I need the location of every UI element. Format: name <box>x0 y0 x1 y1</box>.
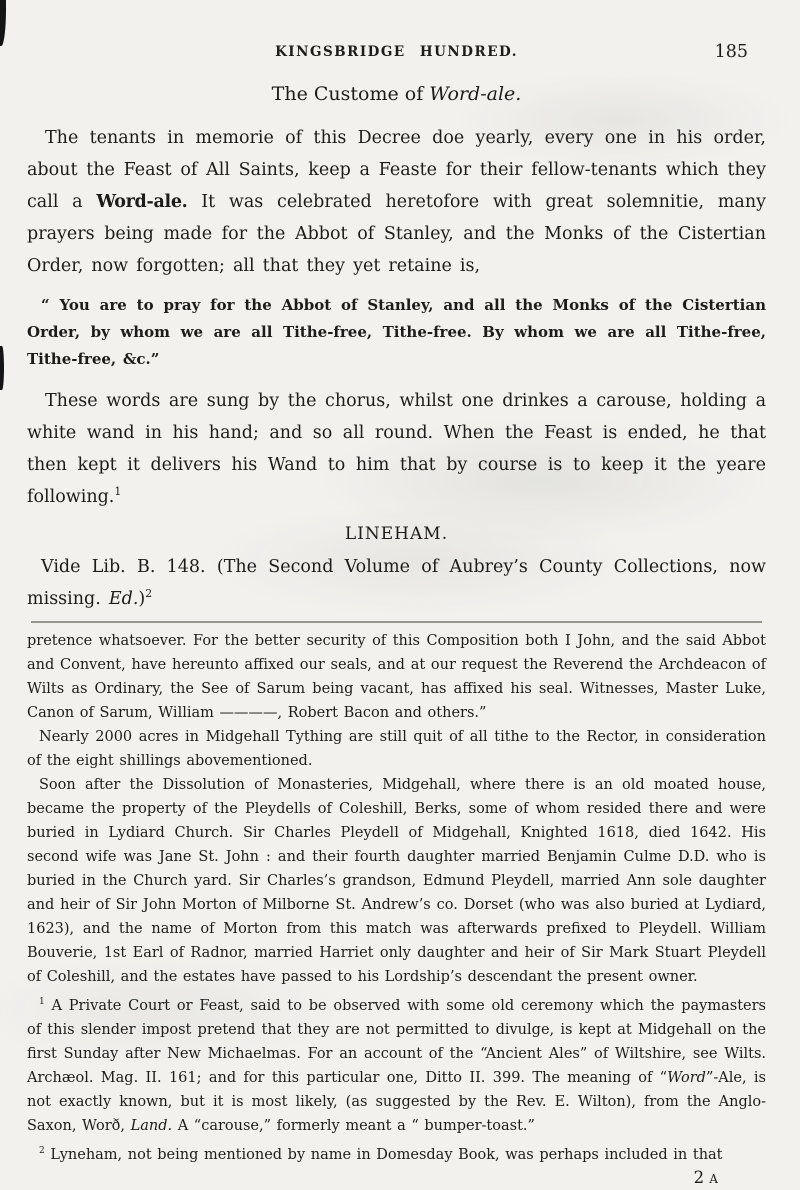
page-header <box>27 44 766 64</box>
section-heading-lineham: LINEHAM. <box>344 524 449 544</box>
section-title-custome: The Custome of Word-ale. <box>271 83 522 105</box>
footnote-1: $^1$ A Private Court or Feast, said to be observed with some old ceremony which the paymasters of this slender impost pretend that they are not permitted to divulge, is kept at Midgehall on the first Sunday after New Michaelmas. For an account of the “Ancient Ales” of Wiltshire, see Wilts. Archæol. Mag. II. 161; and for this particular one, Ditto II. 399. The meaning of “Word”-Ale, is not exactly known, but it is most likely, (as suggested by the Rev. E. Wilton), from the Anglo- Saxon, Worð, Land. A “carouse,” formerly meant a “ bumper-toast.” <box>27 997 766 1134</box>
scan-artifact-top-left <box>0 0 6 46</box>
paragraph-nearly-2000-acres: Nearly 2000 acres in Midgehall Tything are still quit of all tithe to the Rector, in consideration of the eight shillings abovementioned. <box>27 729 766 769</box>
paragraph-tenants: The tenants in memorie of this Decree doe yearly, every one in his order, about the Feast of All Saints, keep a Feaste for their fellow-tenants which they call a Word-ale. It was celebrated heretofore with great solemnitie, many prayers being made for the Abbot of Stanley, and the Monks of the Cistertian Order, now forgotten; all that they yet retaine is, <box>27 128 766 276</box>
quotation-prayer: “ You are to pray for the Abbot of Stanley, and all the Monks of the Cistertian Order, by whom we are all Tithe-free, Tithe-free. By whom we are all Tithe-free, Tithe-free, &c.” <box>27 296 766 368</box>
footnote-2: $^2$ Lyneham, not being mentioned by name in Domesday Book, was perhaps included in that <box>39 1146 723 1163</box>
signature-mark: 2 A <box>693 1168 718 1187</box>
paragraph-pretence: pretence whatsoever. For the better security of this Composition both I John, and the said Abbot and Convent, have hereunto affixed our seals, and at our request the Reverend the Archdeacon of Wilts as Ordinary, the See of Sarum being vacant, has affixed his seal. Witnesses, Master Luke, Canon of Sarum, William ————, Robert Bacon and others.” <box>27 633 766 721</box>
paragraph-vide: Vide Lib. B. 148. (The Second Volume of Aubrey’s County Collections, now missing. Ed.)$^2$ <box>27 557 766 609</box>
scan-artifact-left-edge <box>0 346 4 390</box>
section-divider <box>31 621 762 623</box>
running-head: KINGSBRIDGE HUNDRED. <box>275 44 518 60</box>
paragraph-words-sung: These words are sung by the chorus, whilst one drinkes a carouse, holding a white wand in his hand; and so all round. When the Feast is ended, he that then kept it delivers his Wand to him that by course is to keep it the yeare following.$^1$ <box>27 391 766 507</box>
paragraph-dissolution-midgehall: Soon after the Dissolution of Monasteries, Midgehall, where there is an old moated house, became the property of the Pleydells of Coleshill, Berks, some of whom resided there and were buried in Lydiard Church. Sir Charles Pleydell of Midgehall, Knighted 1618, died 1642. His second wife was Jane St. John : and their fourth daughter married Benjamin Culme D.D. who is buried in the Church yard. Sir Charles’s grandson, Edmund Pleydell, married Ann sole daughter and heir of Sir John Morton of Milborne St. Andrew’s co. Dorset (who was also buried at Lydiard, 1623), and the name of Morton from this match was afterwards prefixed to Pleydell. William Bouverie, 1st Earl of Radnor, married Harriet only daughter and heir of Sir Mark Stuart Pleydell of Coleshill, and the estates have passed to his Lordship’s descendant the present owner. <box>27 777 766 985</box>
page-number: 185 <box>714 42 748 62</box>
